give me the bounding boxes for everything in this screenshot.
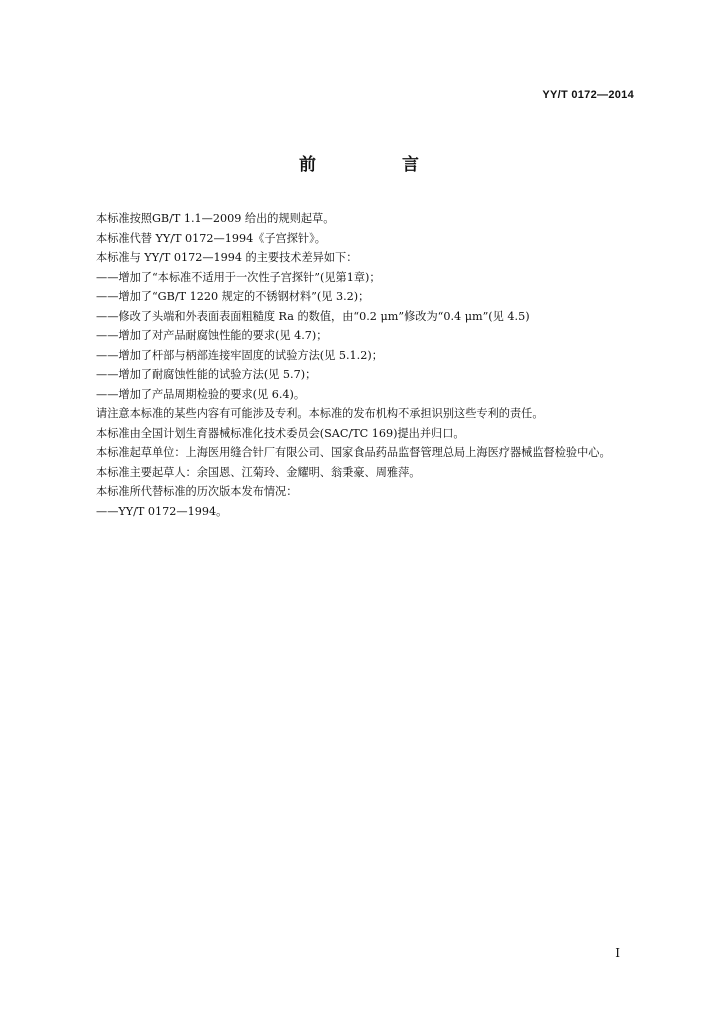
list-item: ——增加了耐腐蚀性能的试验方法(见 5.7)； [96, 368, 317, 381]
paragraph-replaces: 本标准代替 YY/T 0172—1994《子宫探针》。 [96, 231, 326, 245]
list-item: ——增加了“GB/T 1220 规定的不锈钢材料”(见 3.2)； [96, 290, 370, 303]
paragraph-proposed-by: 本标准由全国计划生育器械标准化技术委员会(SAC/TC 169)提出并归口。 [96, 426, 465, 440]
list-item: ——增加了“本标准不适用于一次性子宫探针”(见第1章)； [96, 270, 381, 284]
list-item: ——增加了杆部与柄部连接牢固度的试验方法(见 5.1.2)； [96, 348, 383, 362]
page-number: I [615, 946, 620, 960]
paragraph-drafting-rules: 本标准按照GB/T 1.1—2009 给出的规则起草。 [96, 212, 335, 225]
standard-code-header: YY/T 0172—2014 [542, 89, 634, 101]
list-item: ——增加了对产品耐腐蚀性能的要求(见 4.7)； [96, 329, 328, 342]
page-title: 前 言 [299, 155, 459, 175]
list-item: ——增加了产品周期检验的要求(见 6.4)。 [96, 387, 306, 401]
paragraph-differences-intro: 本标准与 YY/T 0172—1994 的主要技术差异如下： [96, 251, 358, 264]
paragraph-history-intro: 本标准所代替标准的历次版本发布情况： [96, 485, 298, 498]
paragraph-drafters: 本标准主要起草人：余国恩、江菊玲、金耀明、翁秉豪、周雅萍。 [96, 465, 421, 479]
list-item: ——YY/T 0172—1994。 [96, 504, 228, 518]
preface-body [74, 209, 644, 521]
list-item: ——修改了头端和外表面表面粗糙度 Ra 的数值，由“0.2 μm”修改为“0.4 μm”(见 4.5) [96, 309, 530, 323]
paragraph-drafting-units: 本标准起草单位：上海医用缝合针厂有限公司、国家食品药品监督管理总局上海医疗器械监督检验中心。 [96, 446, 611, 459]
paragraph-patent-notice: 请注意本标准的某些内容有可能涉及专利。本标准的发布机构不承担识别这些专利的责任。 [96, 407, 544, 420]
